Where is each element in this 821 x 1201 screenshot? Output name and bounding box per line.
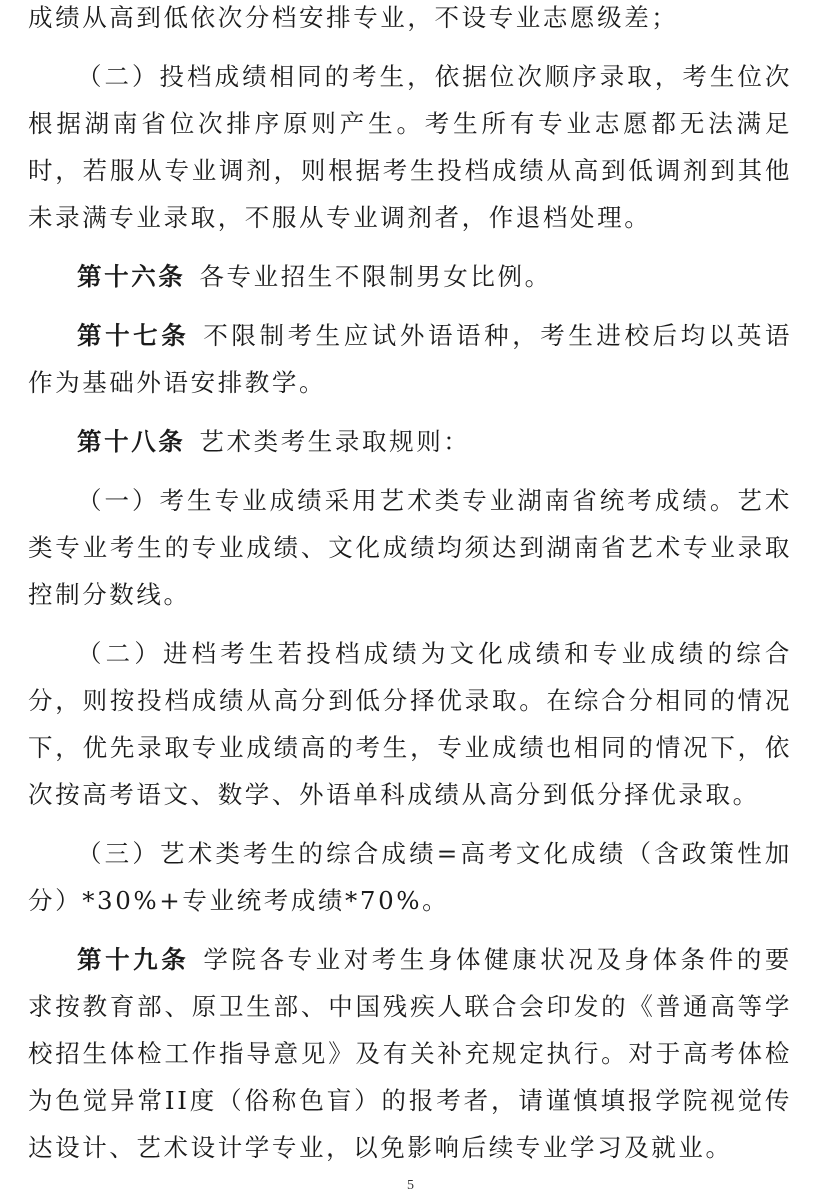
paragraph-text: 学院各专业对考生身体健康状况及身体条件的要求按教育部、原卫生部、中国残疾人联合会印发的《普通高等学校招生体检工作指导意见》及有关补充规定执行。对于高考体检为色觉异常II度（俗称色盲）的报考者，请谨慎填报学院视觉传达设计、艺术设计学专业，以免影响后续专业学习及就业。 — [28, 945, 792, 1162]
paragraph-text: （三）艺术类考生的综合成绩=高考文化成绩（含政策性加分）*30%+专业统考成绩*70%。 — [28, 839, 792, 915]
article-heading: 第十八条 — [77, 427, 186, 456]
paragraph-tie-breaking — [28, 53, 792, 241]
paragraph-text: （二）进档考生若投档成绩为文化成绩和专业成绩的综合分，则按投档成绩从高分到低分择优录取。在综合分相同的情况下，优先录取专业成绩高的考生，专业成绩也相同的情况下，依次按高考语文、数学、外语单科成绩从高分到低分择优录取。 — [28, 639, 792, 809]
article-heading: 第十七条 — [77, 321, 190, 350]
article-19 — [28, 936, 792, 1171]
art-rule-3 — [28, 830, 792, 924]
page-number: 5 — [407, 1178, 414, 1193]
article-heading: 第十九条 — [77, 945, 190, 974]
article-heading: 第十六条 — [77, 262, 186, 291]
document-page — [28, 0, 792, 1171]
article-16 — [28, 253, 792, 300]
paragraph-text: 不限制考生应试外语语种，考生进校后均以英语作为基础外语安排教学。 — [28, 321, 792, 397]
article-18 — [28, 418, 792, 465]
paragraph-text: （二）投档成绩相同的考生，依据位次顺序录取，考生位次根据湖南省位次排序原则产生。考生所有专业志愿都无法满足时，若服从专业调剂，则根据考生投档成绩从高到低调剂到其他未录满专业录取，不服从专业调剂者，作退档处理。 — [28, 62, 792, 232]
art-rule-2 — [28, 630, 792, 818]
paragraph-text: 艺术类考生录取规则： — [199, 427, 471, 456]
paragraph-text: （一）考生专业成绩采用艺术类专业湖南省统考成绩。艺术类专业考生的专业成绩、文化成绩均须达到湖南省艺术专业录取控制分数线。 — [28, 486, 792, 609]
art-rule-1 — [28, 477, 792, 618]
paragraph-text: 成绩从高到低依次分档安排专业，不设专业志愿级差； — [28, 3, 679, 32]
paragraph-continuation — [28, 0, 792, 41]
article-17 — [28, 312, 792, 406]
paragraph-text: 各专业招生不限制男女比例。 — [199, 262, 552, 291]
